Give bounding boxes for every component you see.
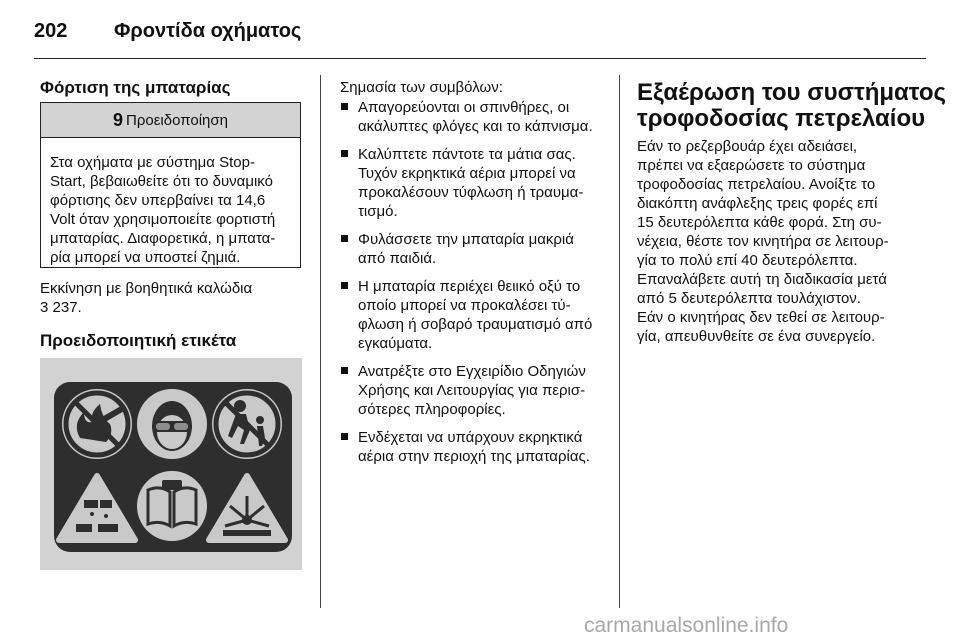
watermark: carmanualsonline.info <box>584 614 789 637</box>
warning-heading: Προειδοποίηση <box>126 111 228 129</box>
warning-box <box>40 102 301 268</box>
no-smoking-fire-icon <box>62 389 132 459</box>
keep-children-away-icon <box>212 389 282 459</box>
symbols-list <box>340 98 610 475</box>
bullet-icon <box>341 103 348 110</box>
bullet-icon <box>341 367 348 374</box>
header-rule <box>34 58 926 59</box>
chapter-title: Φροντίδα οχήματος <box>114 20 302 42</box>
warning-label-illustration <box>40 358 302 570</box>
section-title-battery-charging: Φόρτιση της μπαταρίας <box>40 78 231 97</box>
column-divider-right <box>619 75 620 608</box>
warning-line: Στα οχήματα με σύστημα Stop- <box>50 154 255 171</box>
list-item: Φυλάσσετε την μπαταρία μακριά από παιδιά. <box>340 230 610 268</box>
warning-line: μπαταρίας. Διαφορετικά, η μπατα- <box>50 230 276 247</box>
page-number: 202 <box>34 20 68 42</box>
warning-text <box>41 138 300 267</box>
bullet-icon <box>341 235 348 242</box>
jump-start-text: Εκκίνηση με βοηθητικά καλώδια <box>40 280 253 297</box>
fuel-bleeding-text: Εάν το ρεζερβουάρ έχει αδειάσει, πρέπει να εξαερώσετε το σύστημα τροφοδοσίας πετρελαίου. Ανοίξτε το διακόπτη ανάφλεξης τρεις φορές επί 15 δευτερόλεπτα κάθε φορά. Στη συ- νέχεια, θέστε τον κινητήρα σε λειτουρ- γία το πολύ επί 40 δευτερόλεπτα. Επαναλάβετε αυτή τη διαδικασία μετά από 5 δευτερόλεπτα τουλάχιστον. Εάν ο κινητήρας δεν τεθεί σε λειτουρ- γία, απευθυνθείτε σε ένα συνεργείο. <box>637 138 889 345</box>
list-item: Καλύπτετε πάντοτε τα μάτια σας. Τυχόν εκρηκτικά αέρια μπορεί να προκαλέσουν τύφλωση ή τραυμα- τισμό. <box>340 145 610 221</box>
warning-line: Start, βεβαιωθείτε ότι το δυναμικό <box>50 173 273 190</box>
list-item: Ανατρέξτε στο Εγχειρίδιο Οδηγιών Χρήσης και Λειτουργίας για περισ- σότερες πληροφορίες. <box>340 362 610 419</box>
read-manual-icon <box>137 471 207 541</box>
warning-icon: 9 <box>113 109 124 130</box>
warning-line: Volt όταν χρησιμοποιείτε φορτιστή <box>50 211 276 228</box>
bullet-icon <box>341 150 348 157</box>
bullet-icon <box>341 282 348 289</box>
warning-line: ρία μπορεί να υποστεί ζημιά. <box>50 249 241 266</box>
list-item: Η μπαταρία περιέχει θειικό οξύ το οποίο μπορεί να προκαλέσει τύ- φλωση ή σοβαρό τραυματισμό από εγκαύματα. <box>340 277 610 353</box>
warning-line: φόρτισης δεν υπερβαίνει τα 14,6 <box>50 192 266 209</box>
jump-start-page-ref[interactable]: 3 237. <box>40 299 82 316</box>
column-divider-left <box>320 75 321 608</box>
bullet-icon <box>341 433 348 440</box>
eye-protection-icon <box>137 389 207 459</box>
symbols-intro: Σημασία των συμβόλων: <box>340 79 503 96</box>
list-item: Απαγορεύονται οι σπινθήρες, οι ακάλυπτες φλόγες και το κάπνισμα. <box>340 98 610 136</box>
section-title-warning-label: Προειδοποιητική ετικέτα <box>40 331 237 350</box>
section-title-fuel-bleeding: Εξαέρωση του συστήματος τροφοδοσίας πετρελαίου <box>637 79 946 132</box>
list-item: Ενδέχεται να υπάρχουν εκρηκτικά αέρια στην περιοχή της μπαταρίας. <box>340 428 610 466</box>
warning-header <box>41 103 300 138</box>
